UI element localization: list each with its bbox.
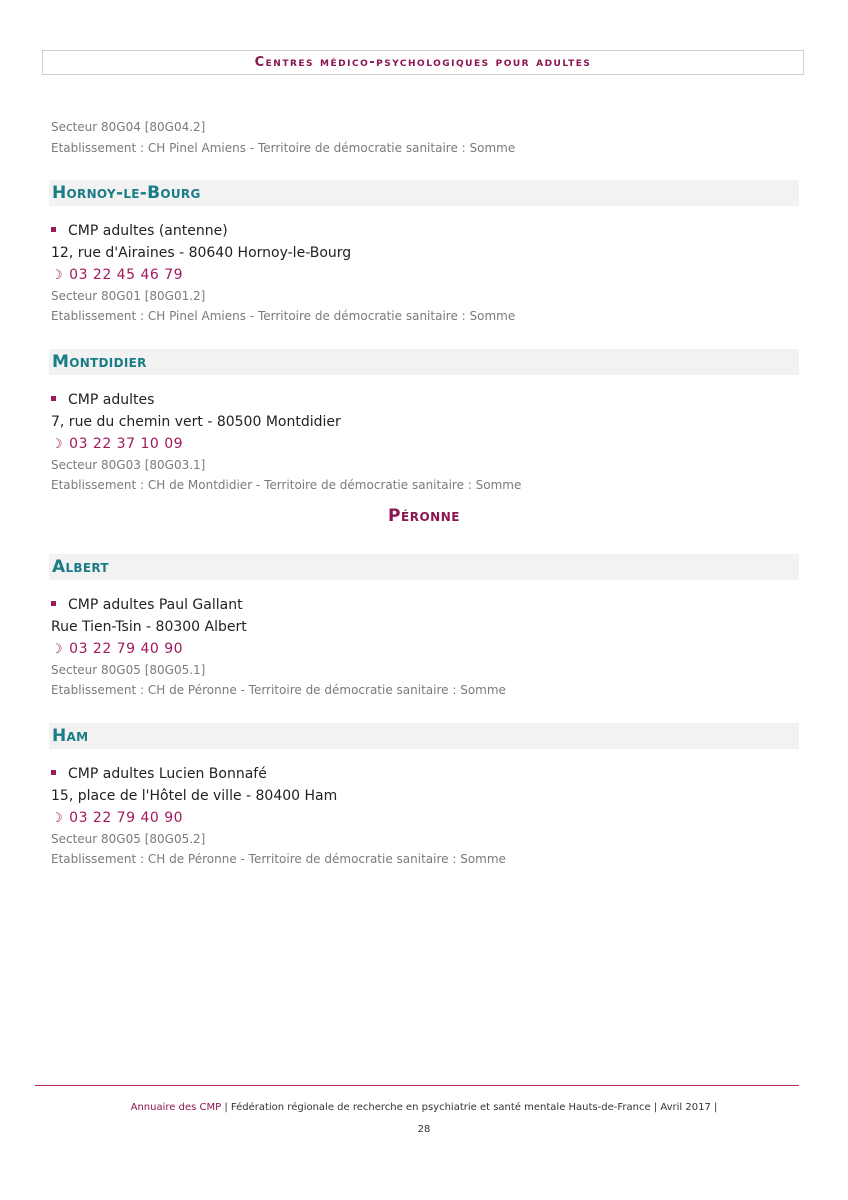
city-heading-montdidier (49, 349, 799, 375)
continued-secteur: Secteur 80G04 [80G04.2] (51, 120, 206, 134)
cmp-name: CMP adultes Lucien Bonnafé (51, 766, 267, 782)
city-heading-ham (49, 723, 799, 749)
header-title: Centres médico-psychologiques pour adultes (254, 55, 592, 70)
cmp-phone: ☽ 03 22 79 40 90 (51, 810, 184, 826)
cmp-phone: ☽ 03 22 45 46 79 (51, 267, 184, 283)
cmp-address: Rue Tien-Tsin - 80300 Albert (51, 619, 247, 635)
city-title: Montdidier (52, 352, 147, 372)
city-title: Albert (52, 557, 109, 577)
continued-etablissement: Etablissement : CH Pinel Amiens - Territoire de démocratie sanitaire : Somme (51, 141, 516, 155)
phone-icon: ☽ (51, 642, 64, 657)
cmp-address: 15, place de l'Hôtel de ville - 80400 Ham (51, 788, 338, 804)
cmp-secteur: Secteur 80G05 [80G05.1] (51, 663, 206, 677)
page-number: 28 (417, 1124, 431, 1135)
cmp-etablissement: Etablissement : CH Pinel Amiens - Territoire de démocratie sanitaire : Somme (51, 309, 516, 323)
region-title: Péronne (388, 506, 460, 526)
bullet-icon (51, 770, 56, 775)
cmp-name: CMP adultes (antenne) (51, 223, 228, 239)
cmp-name: CMP adultes (51, 392, 154, 408)
footer-description: | Fédération régionale de recherche en psychiatrie et santé mentale Hauts-de-France | Avril 2017 | (221, 1102, 718, 1113)
cmp-name: CMP adultes Paul Gallant (51, 597, 243, 613)
phone-icon: ☽ (51, 811, 64, 826)
city-heading-hornoy (49, 180, 799, 206)
cmp-address: 12, rue d'Airaines - 80640 Hornoy-le-Bourg (51, 245, 352, 261)
cmp-etablissement: Etablissement : CH de Montdidier - Territoire de démocratie sanitaire : Somme (51, 478, 522, 492)
cmp-etablissement: Etablissement : CH de Péronne - Territoire de démocratie sanitaire : Somme (51, 852, 506, 866)
bullet-icon (51, 227, 56, 232)
city-heading-albert (49, 554, 799, 580)
bullet-icon (51, 396, 56, 401)
cmp-etablissement: Etablissement : CH de Péronne - Territoire de démocratie sanitaire : Somme (51, 683, 506, 697)
city-title: Ham (52, 726, 89, 746)
cmp-secteur: Secteur 80G03 [80G03.1] (51, 458, 206, 472)
footer-divider (35, 1085, 799, 1086)
page-header (42, 50, 804, 75)
cmp-phone: ☽ 03 22 37 10 09 (51, 436, 184, 452)
cmp-secteur: Secteur 80G05 [80G05.2] (51, 832, 206, 846)
footer-text (0, 1102, 848, 1113)
cmp-secteur: Secteur 80G01 [80G01.2] (51, 289, 206, 303)
footer-brand: Annuaire des CMP (130, 1102, 222, 1113)
phone-icon: ☽ (51, 437, 64, 452)
cmp-phone: ☽ 03 22 79 40 90 (51, 641, 184, 657)
city-title: Hornoy-le-Bourg (52, 183, 201, 203)
phone-icon: ☽ (51, 268, 64, 283)
cmp-address: 7, rue du chemin vert - 80500 Montdidier (51, 414, 341, 430)
bullet-icon (51, 601, 56, 606)
